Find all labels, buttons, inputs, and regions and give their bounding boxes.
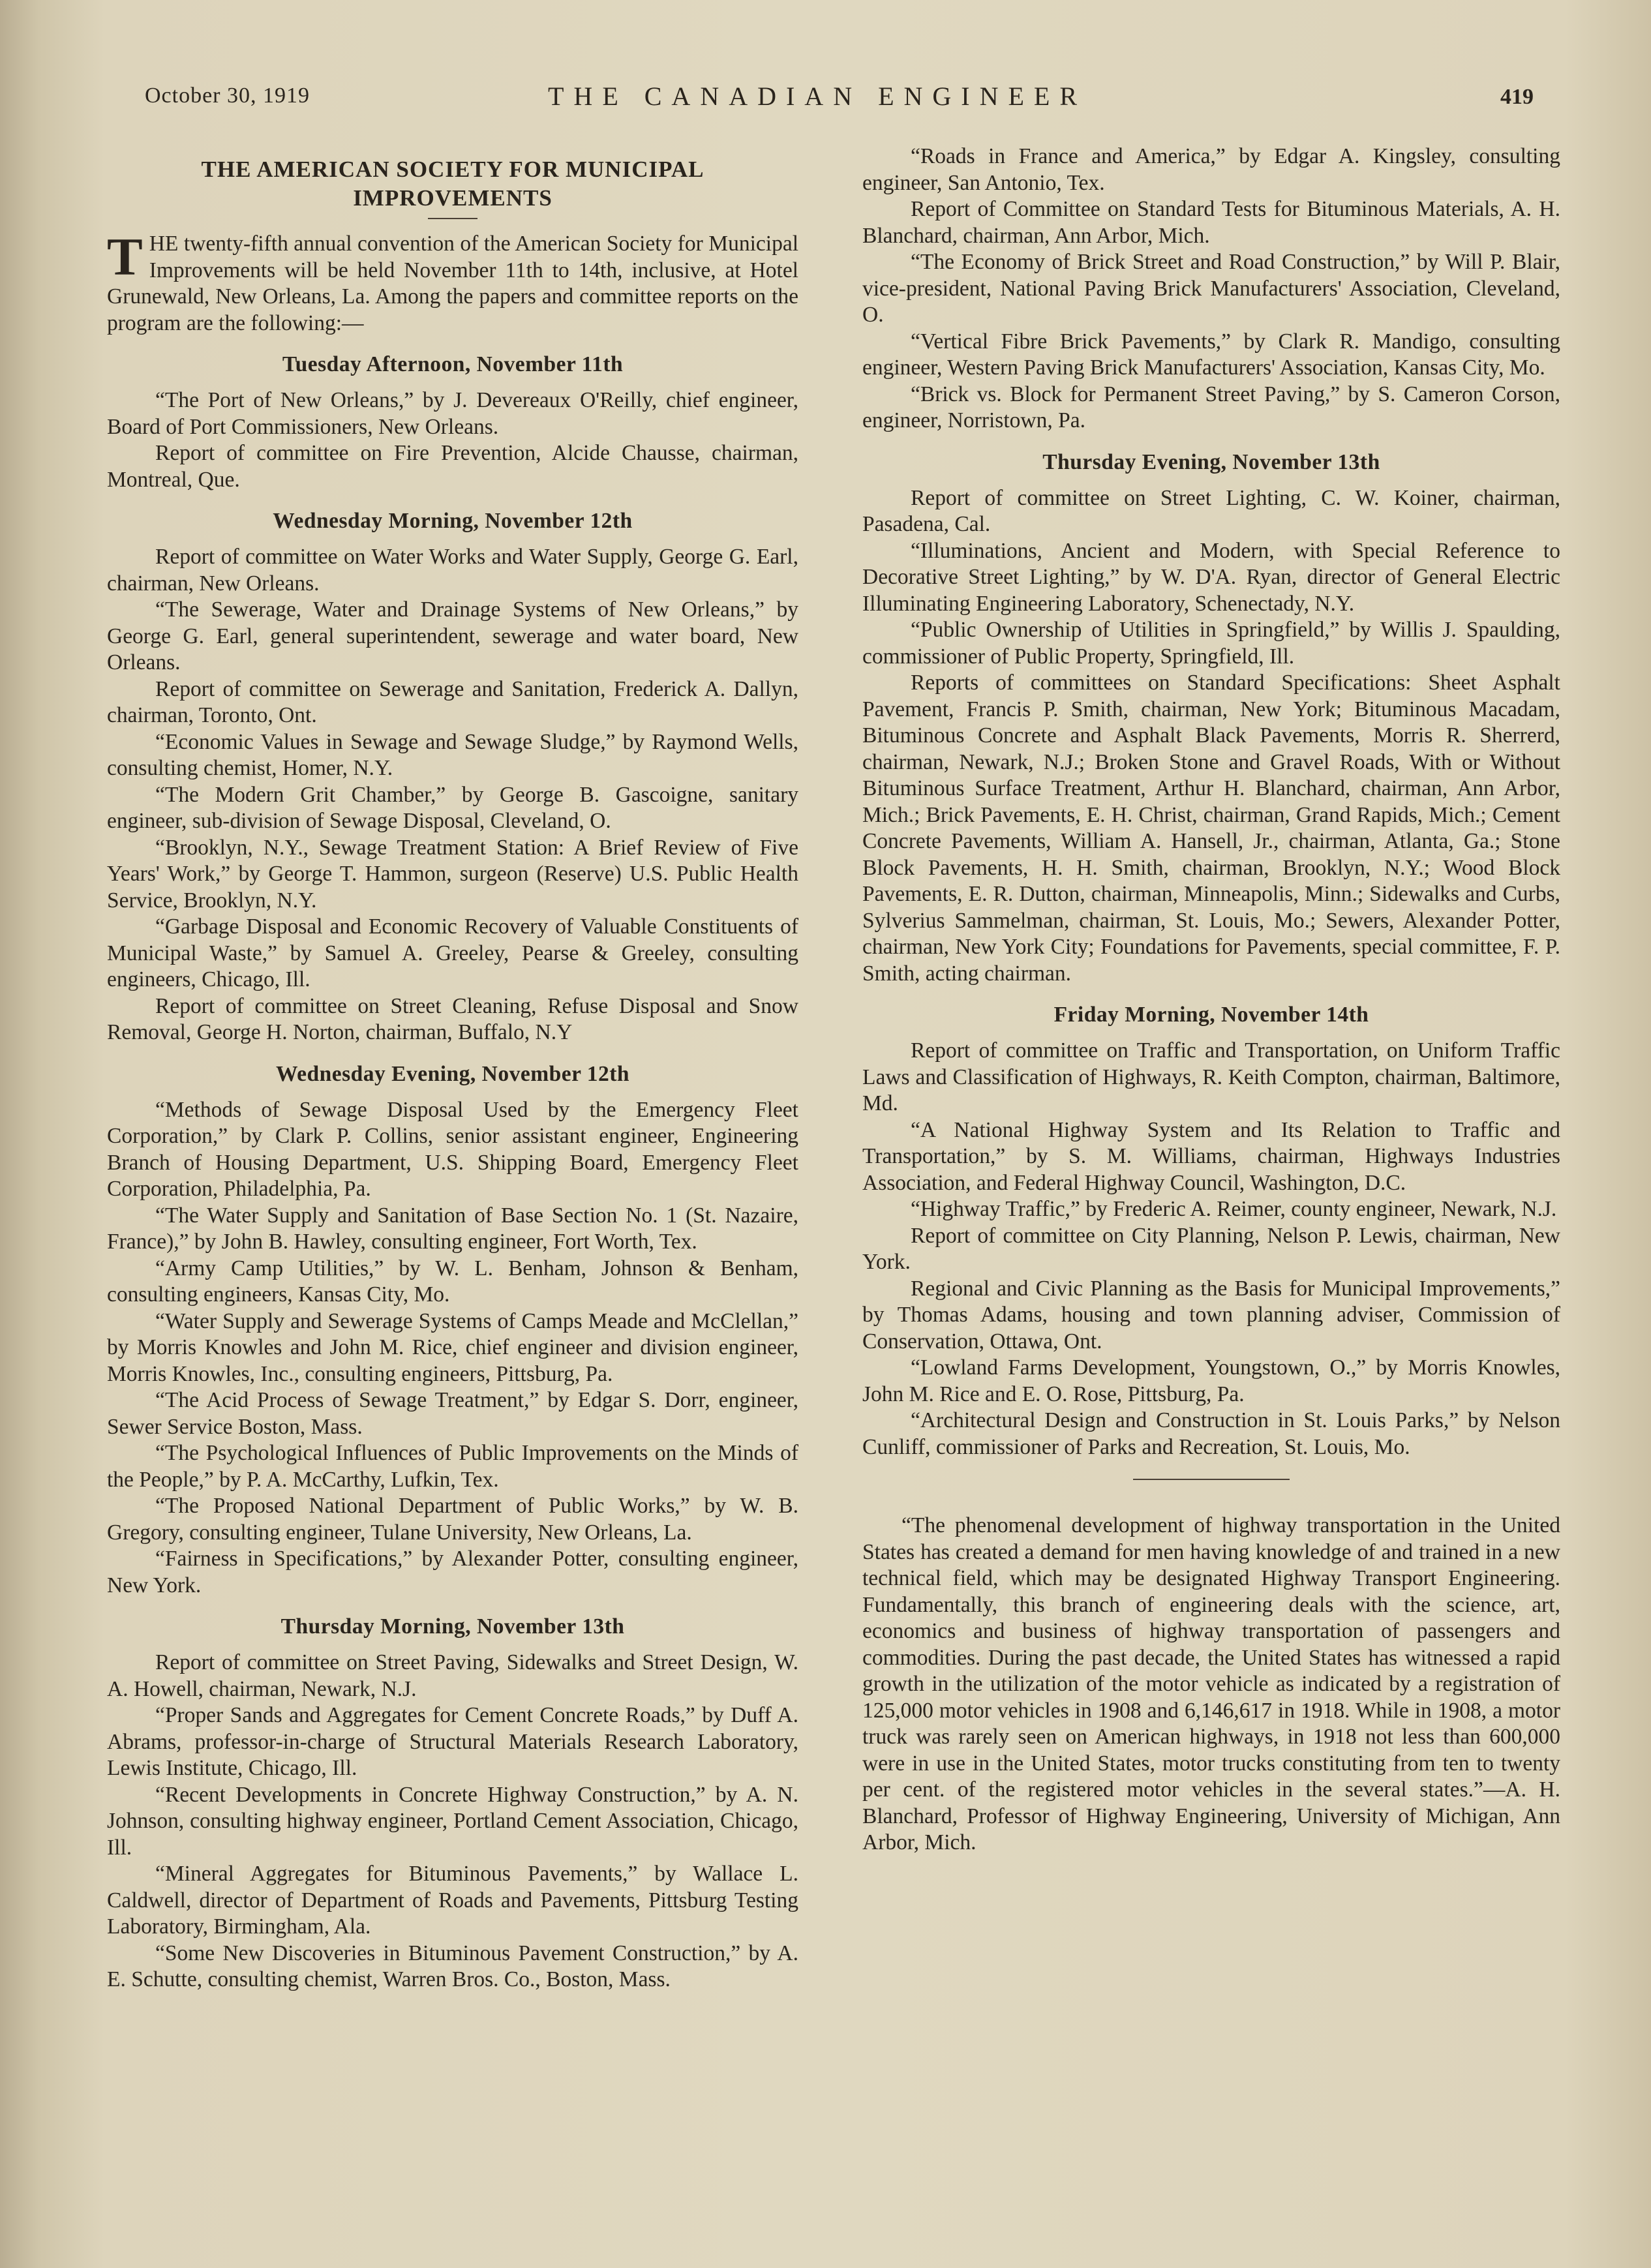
program-section — [862, 1001, 1560, 1460]
program-entry: “Economic Values in Sewage and Sewage Sludge,” by Raymond Wells, consulting chemist, Homer, N.Y. — [107, 729, 798, 780]
program-entry: Report of committee on Sewerage and Sanitation, Frederick A. Dallyn, chairman, Toronto, Ont. — [107, 676, 798, 727]
section-heading: Wednesday Evening, November 12th — [275, 1061, 630, 1086]
section-divider — [1133, 1479, 1290, 1480]
program-entry: “Illuminations, Ancient and Modern, with Special Reference to Decorative Street Lighting,” by W. D'A. Ryan, director of General Electric Illuminating Engineering Laboratory, Schenectady, N.Y. — [862, 538, 1560, 616]
program-entry: “The Proposed National Department of Public Works,” by W. B. Gregory, consulting engineer, Tulane University, New Orleans, La. — [107, 1494, 798, 1545]
program-section — [107, 1061, 798, 1599]
program-entry: Report of committee on Street Paving, Sidewalks and Street Design, W. A. Howell, chairman, Newark, N.J. — [107, 1650, 798, 1701]
program-entry: “The Water Supply and Sanitation of Base Section No. 1 (St. Nazaire, France),” by John B. Hawley, consulting engineer, Fort Worth, Tex. — [107, 1203, 798, 1254]
program-entry: Report of committee on Traffic and Transportation, on Uniform Traffic Laws and Classification of Highways, R. Keith Compton, chairman, Baltimore, Md. — [862, 1038, 1560, 1115]
section-heading: Friday Morning, November 14th — [1053, 1003, 1369, 1027]
program-entry: Reports of committees on Standard Specifications: Sheet Asphalt Pavement, Francis P. Smith, chairman, New York; Bituminous Macadam, Bituminous Concrete and Asphalt Black Pavements, Morris R. Sherrerd, chairman, Newark, N.J.; Broken Stone and Gravel Roads, With or Without Bituminous Surface Treatment, Arthur H. Blanchard, chairman, Ann Arbor, Mich.; Brick Pavements, E. H. Christ, chairman, Grand Rapids, Mich.; Cement Concrete Pavements, William A. Hansell, Jr., chairman, Atlanta, Ga.; Stone Block Pavements, H. H. Smith, chairman, Brooklyn, N.Y.; Wood Block Pavements, E. R. Dutton, chairman, Minneapolis, Minn.; Sidewalks and Curbs, Sylverius Sammelman, chairman, St. Louis, Mo.; Sewers, Alexander Potter, chairman, New York City; Foundations for Pavements, special committee, F. P. Smith, acting chairman. — [862, 671, 1560, 986]
program-entry: “Fairness in Specifications,” by Alexander Potter, consulting engineer, New York. — [107, 1547, 798, 1597]
program-section — [862, 449, 1560, 988]
page-number: 419 — [1500, 85, 1534, 109]
header-date: October 30, 1919 — [145, 83, 311, 108]
intro-text: HE twenty-fifth annual convention of the American Society for Municipal Improvements will be held November 11th to 14th, inclusive, at Hotel Grunewald, New Orleans, La. Among the papers and committee reports on the program are the following:— — [107, 232, 798, 335]
program-entry: “Recent Developments in Concrete Highway Construction,” by A. N. Johnson, consulting highway engineer, Portland Cement Association, Chicago, Ill. — [107, 1782, 798, 1860]
program-section — [107, 351, 798, 493]
program-entry: Report of committee on Fire Prevention, Alcide Chausse, chairman, Montreal, Que. — [107, 441, 798, 492]
section-heading: Thursday Morning, November 13th — [280, 1614, 625, 1639]
program-entry: “Brooklyn, N.Y., Sewage Treatment Station: A Brief Review of Five Years' Work,” by George T. Hammon, surgeon (Reserve) U.S. Public Health Service, Brooklyn, N.Y. — [107, 835, 798, 913]
right-sections — [862, 449, 1560, 1461]
program-entry: “The Sewerage, Water and Drainage Systems of New Orleans,” by George G. Earl, general superintendent, sewerage and water board, New Orleans. — [107, 597, 798, 674]
program-entry: “A National Highway System and Its Relation to Traffic and Transportation,” by S. M. Williams, chairman, Highways Industries Association, and Federal Highway Council, Washington, D.C. — [862, 1117, 1560, 1195]
drop-cap: T — [107, 227, 143, 286]
right-continuation — [862, 144, 1560, 434]
program-section — [107, 1613, 798, 1993]
program-entry: “Mineral Aggregates for Bituminous Pavements,” by Wallace L. Caldwell, director of Department of Roads and Pavements, Pittsburg Testing Laboratory, Birmingham, Ala. — [107, 1862, 798, 1939]
section-heading: Thursday Evening, November 13th — [1042, 449, 1380, 474]
program-entry: “The Acid Process of Sewage Treatment,” by Edgar S. Dorr, engineer, Sewer Service Boston, Mass. — [107, 1388, 798, 1439]
page-header — [0, 83, 1651, 123]
program-entry: “Architectural Design and Construction in St. Louis Parks,” by Nelson Cunliff, commissioner of Parks and Recreation, St. Louis, Mo. — [862, 1408, 1560, 1459]
program-entry: “Lowland Farms Development, Youngstown, O.,” by Morris Knowles, John M. Rice and E. O. Rose, Pittsburg, Pa. — [862, 1355, 1560, 1406]
article-intro — [107, 227, 798, 337]
title-rule — [428, 218, 477, 219]
section-heading: Wednesday Morning, November 12th — [273, 509, 633, 533]
program-entry: “Highway Traffic,” by Frederic A. Reimer, county engineer, Newark, N.J. — [911, 1197, 1557, 1221]
right-column — [862, 144, 1560, 1856]
program-entry: “Army Camp Utilities,” by W. L. Benham, Johnson & Benham, consulting engineers, Kansas City, Mo. — [107, 1256, 798, 1307]
closing-quote: “The phenomenal development of highway transportation in the United States has created a demand for men having knowledge of and trained in a new technical field, which may be designated Highway Transport Engineering. Fundamentally, this branch of engineering deals with the science, art, economics and business of highway transportation of passengers and commodities. During the past decade, the United States has witnessed a rapid growth in the utilization of the motor vehicle as indicated by a registration of 125,000 motor vehicles in 1908 and 6,146,617 in 1918. While in 1908, a motor truck was rarely seen on American highways, in 1918 not less than 600,000 were in use in the United States, motor trucks constituting from ten to twenty per cent. of the registered motor vehicles in the several states.”—A. H. Blanchard, Professor of Highway Engineering, University of Michigan, Ann Arbor, Mich. — [862, 1513, 1560, 1854]
program-entry: Report of Committee on Standard Tests for Bituminous Materials, A. H. Blanchard, chairman, Ann Arbor, Mich. — [862, 197, 1560, 248]
program-entry: “Public Ownership of Utilities in Springfield,” by Willis J. Spaulding, commissioner of Public Property, Springfield, Ill. — [862, 618, 1560, 669]
program-entry: “The Modern Grit Chamber,” by George B. Gascoigne, sanitary engineer, sub-division of Sewage Disposal, Cleveland, O. — [107, 782, 798, 833]
program-entry: Regional and Civic Planning as the Basis for Municipal Improvements,” by Thomas Adams, housing and town planning adviser, Commission of Conservation, Ottawa, Ont. — [862, 1276, 1560, 1353]
journal-title: THE CANADIAN ENGINEER — [548, 82, 1087, 111]
program-entry: Report of committee on Street Lighting, C. W. Koiner, chairman, Pasadena, Cal. — [862, 485, 1560, 536]
program-entry: “Methods of Sewage Disposal Used by the Emergency Fleet Corporation,” by Clark P. Collins, senior assistant engineer, Engineering Branch of Housing Department, U.S. Shipping Board, Emergency Fleet Corporation, Philadelphia, Pa. — [107, 1097, 798, 1201]
program-section — [107, 507, 798, 1046]
program-entry: Report of committee on City Planning, Nelson P. Lewis, chairman, New York. — [862, 1223, 1560, 1274]
program-entry: “Roads in France and America,” by Edgar A. Kingsley, consulting engineer, San Antonio, Tex. — [862, 144, 1560, 195]
program-entry: “Some New Discoveries in Bituminous Pavement Construction,” by A. E. Schutte, consulting chemist, Warren Bros. Co., Boston, Mass. — [107, 1941, 798, 1991]
program-entry: “Water Supply and Sewerage Systems of Camps Meade and McClellan,” by Morris Knowles and John M. Rice, chief engineer and division engineer, Morris Knowles, Inc., consulting engineers, Pittsburg, Pa. — [107, 1308, 798, 1386]
program-entry: “The Economy of Brick Street and Road Construction,” by Will P. Blair, vice-president, National Paving Brick Manufacturers' Association, Cleveland, O. — [862, 250, 1560, 327]
program-entry: Report of committee on Street Cleaning, Refuse Disposal and Snow Removal, George H. Norton, chairman, Buffalo, N.Y — [107, 993, 798, 1044]
program-entry: Report of committee on Water Works and Water Supply, George G. Earl, chairman, New Orleans. — [107, 545, 798, 596]
article-title: THE AMERICAN SOCIETY FOR MUNICIPAL IMPROVEMENTS — [201, 157, 704, 211]
section-heading: Tuesday Afternoon, November 11th — [282, 352, 624, 376]
left-column — [107, 155, 798, 1993]
program-entry: “Brick vs. Block for Permanent Street Paving,” by S. Cameron Corson, engineer, Norristown, Pa. — [862, 382, 1560, 432]
program-entry: “Garbage Disposal and Economic Recovery of Valuable Constituents of Municipal Waste,” by Samuel A. Greeley, Pearse & Greeley, consulting engineers, Chicago, Ill. — [107, 915, 798, 991]
left-sections — [107, 351, 798, 1993]
program-entry: “Vertical Fibre Brick Pavements,” by Clark R. Mandigo, consulting engineer, Western Paving Brick Manufacturers' Association, Kansas City, Mo. — [862, 329, 1560, 380]
program-entry: “The Port of New Orleans,” by J. Devereaux O'Reilly, chief engineer, Board of Port Commissioners, New Orleans. — [107, 388, 798, 439]
program-entry: “The Psychological Influences of Public Improvements on the Minds of the People,” by P. A. McCarthy, Lufkin, Tex. — [107, 1441, 798, 1492]
program-entry: “Proper Sands and Aggregates for Cement Concrete Roads,” by Duff A. Abrams, professor-in-charge of Structural Materials Research Laboratory, Lewis Institute, Chicago, Ill. — [107, 1703, 798, 1780]
